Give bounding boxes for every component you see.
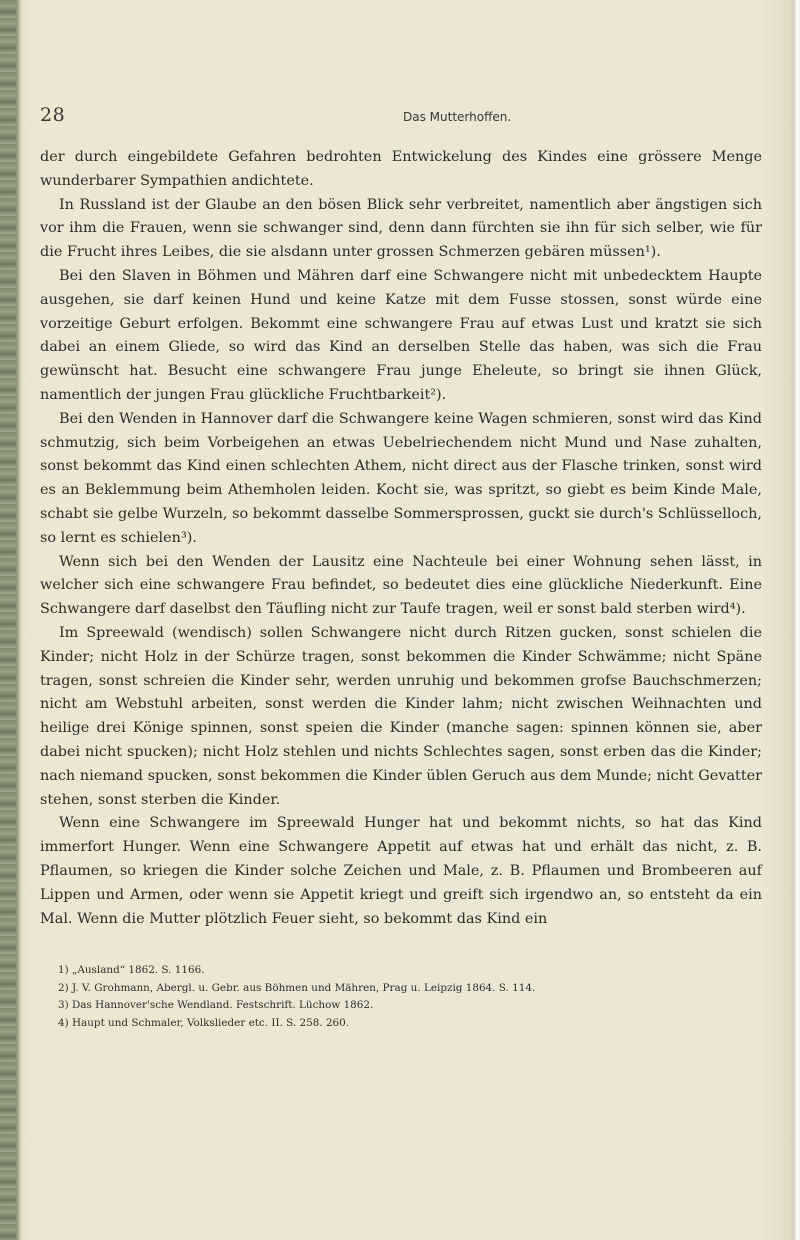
running-title: Das Mutterhoffen. (403, 110, 512, 124)
page-number: 28 (40, 104, 66, 126)
paragraph: Bei den Wenden in Hannover darf die Schwangere keine Wagen schmieren, sonst wird das Kind schmutzig, sich beim Vorbeigehen an etwas Uebelriechendem nicht Mund und Nase zuhalten, sonst bekommt das Kind einen schlechten Athem, nicht direct aus der Flasche trinken, sonst wird es an Beklemmung beim Athemholen leiden. Kocht sie, was spritzt, so giebt es beim Kinde Male, schabt sie gelbe Wurzeln, so bekommt dasselbe Sommersprossen, guckt sie durch's Schlüsselloch, so lernt es schielen³). (40, 410, 762, 546)
paragraph: Wenn eine Schwangere im Spreewald Hunger hat und bekommt nichts, so hat das Kind immerfort Hunger. Wenn eine Schwangere Appetit auf etwas hat und erhält das nicht, z. B. Pflaumen, so kriegen die Kinder solche Zeichen und Male, z. B. Pflaumen und Brombeeren auf Lippen und Armen, oder wenn sie Appetit kriegt und greift sich irgendwo an, so entsteht da ein Mal. Wenn die Mutter plötzlich Feuer sieht, so bekommt das Kind ein (40, 815, 762, 927)
book-binding (0, 0, 16, 1240)
footnote: 2) J. V. Grohmann, Abergl. u. Gebr. aus Böhmen und Mähren, Prag u. Leipzig 1864. S. 114. (58, 981, 536, 994)
footnote: 4) Haupt und Schmaler, Volkslieder etc. II. S. 258. 260. (58, 1016, 350, 1029)
paragraph: Wenn sich bei den Wenden der Lausitz eine Nachteule bei einer Wohnung sehen lässt, in welcher sich eine schwangere Frau befindet, so bedeutet dies eine glückliche Niederkunft. Eine Schwangere darf daselbst den Täufling nicht zur Taufe tragen, weil er sonst bald sterben wird⁴). (40, 553, 762, 618)
footnotes (58, 962, 758, 1032)
page-edge (788, 0, 800, 1240)
binding-shadow (16, 0, 22, 1240)
paragraph: Im Spreewald (wendisch) sollen Schwangere nicht durch Ritzen gucken, sonst schielen die Kinder; nicht Holz in der Schürze tragen, sonst bekommen die Kinder Schwämme; nicht Späne tragen, sonst schreien die Kinder sehr, werden unruhig und bekommen grofse Bauchschmerzen; nicht am Webstuhl arbeiten, sonst werden die Kinder lahm; nicht zwischen Weihnachten und heilige drei Könige spinnen, sonst speien die Kinder (manche sagen: spinnen können sie, aber dabei nicht spucken); nicht Holz stehlen und nichts Schlechtes sagen, sonst erben das die Kinder; nach niemand spucken, sonst bekommen die Kinder üblen Geruch aus dem Munde; nicht Gevatter stehen, sonst sterben die Kinder. (40, 624, 762, 808)
paragraph: der durch eingebildete Gefahren bedrohten Entwickelung des Kindes eine grössere Menge wunderbarer Sympathien andichtete. (40, 149, 762, 189)
body-text (40, 146, 762, 931)
paragraph: Bei den Slaven in Böhmen und Mähren darf eine Schwangere nicht mit unbedecktem Haupte ausgehen, sie darf keinen Hund und keine Katze mit dem Fusse stossen, sonst würde eine vorzeitige Geburt erfolgen. Bekommt eine schwangere Frau auf etwas Lust und kratzt sie sich dabei an einem Gliede, so wird das Kind an derselben Stelle das haben, was sich die Frau gewünscht hat. Besucht eine schwangere Frau junge Eheleute, so bringt sie ihnen Glück, namentlich der jungen Frau glückliche Fruchtbarkeit²). (40, 267, 762, 403)
footnote: 3) Das Hannover'sche Wendland. Festschrift. Lüchow 1862. (58, 999, 374, 1011)
footnote: 1) „Ausland“ 1862. S. 1166. (58, 964, 205, 976)
running-head (40, 104, 760, 140)
paragraph: In Russland ist der Glaube an den bösen Blick sehr verbreitet, namentlich aber ängstigen sich vor ihm die Frauen, wenn sie schwanger sind, denn dann fürchten sie ihn für sich selber, wie für die Frucht ihres Leibes, die sie alsdann unter grossen Schmerzen gebären müssen¹). (40, 196, 762, 261)
